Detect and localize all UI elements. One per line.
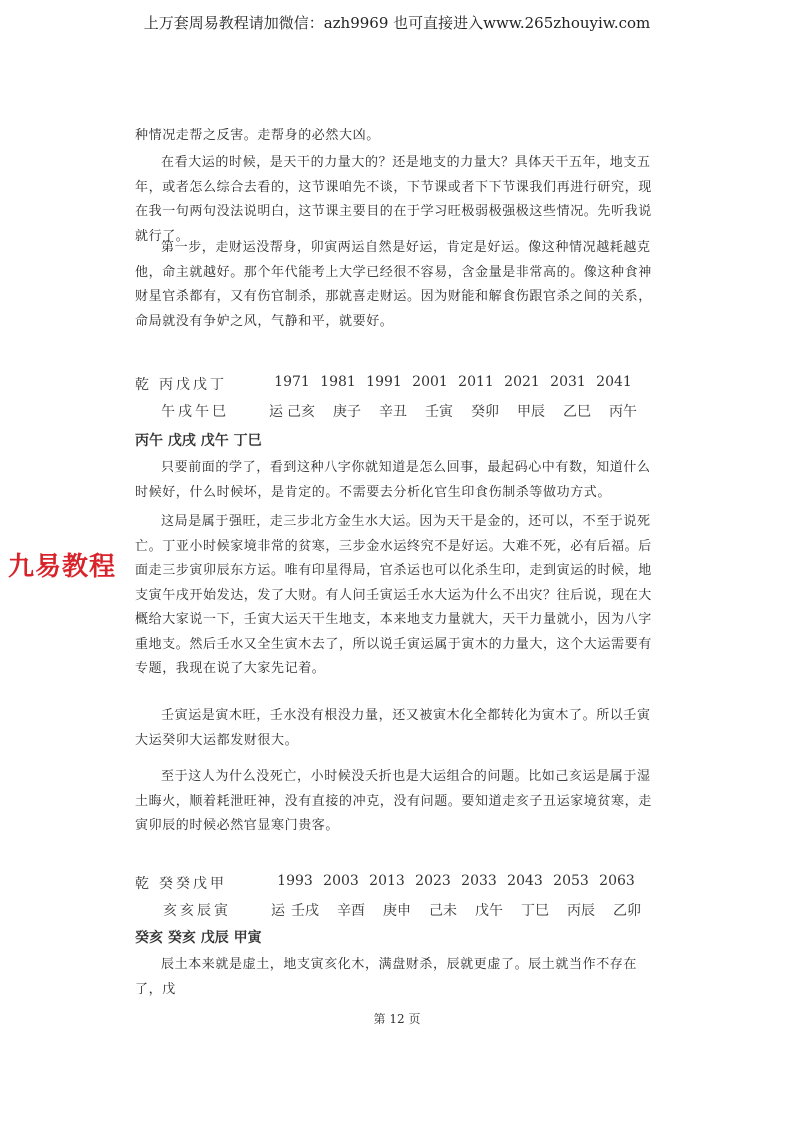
dayun-year: 2063 xyxy=(599,873,635,889)
dayun-year: 2023 xyxy=(415,873,451,889)
paragraph: 第一步，走财运没帮身，卯寅两运自然是好运，肯定是好运。像这种情况越耗越克他，命主就越好。那个年代能考上大学已经很不容易，含金量是非常高的。像这种食神财星官杀都有，又有伤官制杀，那就喜走财运。因为财能和解食伤跟官杀之间的关系，命局就没有争妒之风，气静和平，就要好。 xyxy=(135,240,652,329)
dayun-year: 2011 xyxy=(458,374,494,390)
dayun-year: 2013 xyxy=(369,873,405,889)
dayun-pillar: 甲辰 xyxy=(517,404,545,420)
dayun-pillar: 己亥 xyxy=(287,404,315,420)
dayun-pillar: 癸卯 xyxy=(471,404,499,420)
dayun-pillar: 己未 xyxy=(429,903,457,919)
dayun-year: 2021 xyxy=(504,374,540,390)
yun-label: 运 xyxy=(271,903,285,919)
chart-gender: 乾 xyxy=(135,876,149,892)
dayun-year: 2043 xyxy=(507,873,543,889)
page-number: 第 12 页 xyxy=(373,1012,421,1026)
dayun-pillar: 丙辰 xyxy=(567,903,595,919)
dayun-pillar: 庚申 xyxy=(383,903,411,919)
paragraph: 辰土本来就是虚土，地支寅亥化木，满盘财杀，辰就更虚了。辰土就当作不存在了，戊 xyxy=(135,957,638,997)
dayun-year: 1991 xyxy=(366,374,402,390)
chart-branches: 午戌午巳 xyxy=(161,404,229,420)
chart-stems: 癸癸戊甲 xyxy=(159,876,227,892)
dayun-year: 2053 xyxy=(553,873,589,889)
paragraph: 种情况走帮之反害。走帮身的必然大凶。 xyxy=(135,128,380,143)
dayun-year: 2033 xyxy=(461,873,497,889)
chart-stems: 丙戊戊丁 xyxy=(159,377,227,393)
dayun-year: 1993 xyxy=(277,873,313,889)
paragraph: 这局是属于强旺，走三步北方金生水大运。因为天干是金的，还可以，不至于说死亡。丁亚小时候家境非常的贫寒，三步金水运终究不是好运。大难不死，必有后福。后面走三步寅卯辰东方运。唯有印星得局，官杀运也可以化杀生印，走到寅运的时候，地支寅午戌开始发达，发了大财。有人问壬寅运壬水大运为什么不出灾？往后说，现在大概给大家说一下，壬寅大运天干生地支，本来地支力量就大，天干力量就小，因为八字重地支。然后壬水又全生寅木去了，所以说壬寅运属于寅木的力量大，这个大运需要有专题，我现在说了大家先记着。 xyxy=(135,514,652,676)
dayun-pillar: 乙巳 xyxy=(563,404,591,420)
paragraph: 壬寅运是寅木旺，壬水没有根没力量，还又被寅木化全都转化为寅木了。所以壬寅大运癸卯大运都发财很大。 xyxy=(135,708,651,748)
paragraph: 至于这人为什么没死亡，小时候没夭折也是大运组合的问题。比如己亥运是属于湿土晦火，顺着耗泄旺神，没有直接的冲克，没有问题。要知道走亥子丑运家境贫寒，走寅卯辰的时候必然官显寒门贵客。 xyxy=(135,769,652,833)
dayun-year: 2001 xyxy=(412,374,448,390)
dayun-year: 1971 xyxy=(274,374,310,390)
chart-branches: 亥亥辰寅 xyxy=(163,903,231,919)
dayun-year: 2003 xyxy=(323,873,359,889)
dayun-pillar: 辛酉 xyxy=(337,903,365,919)
watermark-logo: 九易教程 xyxy=(8,552,117,582)
paragraph: 在看大运的时候，是天干的力量大的？还是地支的力量大？具体天干五年，地支五年，或者怎么综合去看的，这节课咱先不谈，下节课或者下下节课我们再进行研究，现在我一句两句没法说明白，这节课主要目的在于学习旺极弱极强极这些情况。先听我说就行了。 xyxy=(135,155,652,244)
dayun-pillar: 丁巳 xyxy=(521,903,549,919)
dayun-pillar: 壬戌 xyxy=(291,903,319,919)
dayun-pillar: 乙卯 xyxy=(613,903,641,919)
yun-label: 运 xyxy=(269,404,283,420)
chart-pillars: 丙午 戊戌 戊午 丁巳 xyxy=(135,433,262,449)
dayun-pillar: 戊午 xyxy=(475,903,503,919)
paragraph: 只要前面的学了，看到这种八字你就知道是怎么回事，最起码心中有数，知道什么时候好，什么时候坏，是肯定的。不需要去分析化官生印食伤制杀等做功方式。 xyxy=(135,460,651,500)
dayun-year: 2041 xyxy=(596,374,632,390)
chart-pillars: 癸亥 癸亥 戊辰 甲寅 xyxy=(135,930,262,946)
dayun-year: 1981 xyxy=(320,374,356,390)
dayun-pillar: 壬寅 xyxy=(425,404,453,420)
chart-gender: 乾 xyxy=(135,377,149,393)
dayun-pillar: 丙午 xyxy=(609,404,637,420)
dayun-pillar: 辛丑 xyxy=(379,404,407,420)
dayun-year: 2031 xyxy=(550,374,586,390)
dayun-pillar: 庚子 xyxy=(333,404,361,420)
page-header: 上万套周易教程请加微信：azh9969 也可直接进入www.265zhouyiw.com xyxy=(143,14,651,32)
